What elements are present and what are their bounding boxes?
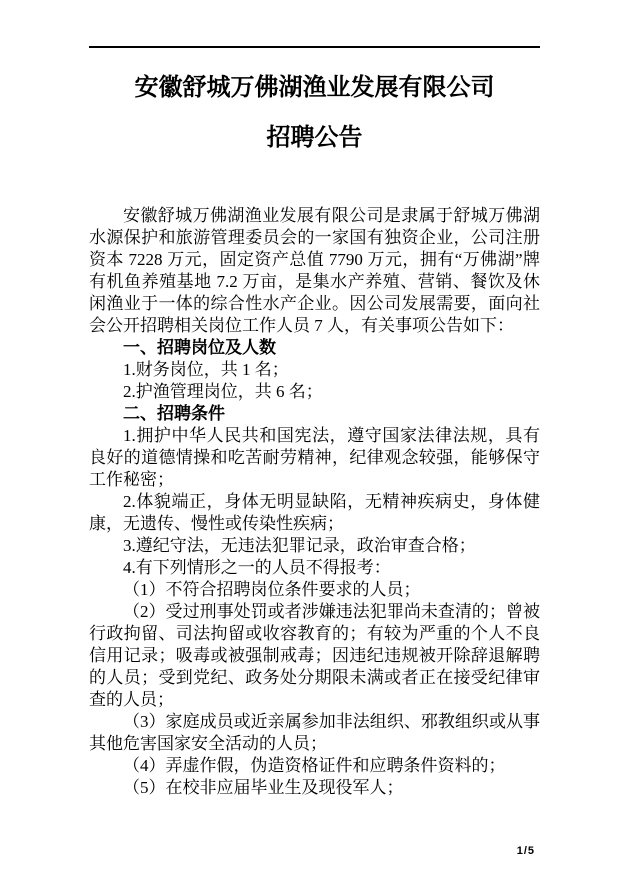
section-2-heading: 二、招聘条件	[123, 404, 225, 423]
position-item-2: 2.护渔管理岗位，共 6 名；	[123, 382, 323, 401]
header-rule	[89, 46, 540, 48]
document-body	[89, 205, 540, 799]
disqualification-item-5: （5）在校非应届毕业生及现役军人；	[123, 778, 404, 797]
condition-item-1: 1.拥护中华人民共和国宪法，遵守国家法律法规，具有良好的道德情操和吃苦耐劳精神，纪律观念较强，能够保守工作秘密；	[89, 426, 540, 489]
disqualification-item-1: （1）不符合招聘岗位条件要求的人员；	[123, 580, 421, 599]
condition-item-2: 2.体貌端正，身体无明显缺陷，无精神疾病史，身体健康，无遗传、慢性或传染性疾病；	[89, 492, 540, 533]
document-subtitle: 招聘公告	[266, 125, 363, 151]
condition-item-4: 4.有下列情形之一的人员不得报考：	[123, 558, 391, 577]
condition-item-3: 3.遵纪守法，无违法犯罪记录，政治审查合格；	[123, 536, 476, 555]
page-number: 1/5	[516, 845, 535, 857]
disqualification-item-4: （4）弄虚作假，伪造资格证件和应聘条件资料的；	[123, 756, 506, 775]
intro-paragraph: 安徽舒城万佛湖渔业发展有限公司是隶属于舒城万佛湖水源保护和旅游管理委员会的一家国有独资企业，公司注册资本 7228 万元，固定资产总值 7790 万元，拥有“万佛湖”牌有机鱼养殖基地 7.2 万亩，是集水产养殖、营销、餐饮及休闲渔业于一体的综合性水产企业。因公司发展需要，面向社会公开招聘相关岗位工作人员 7 人，有关事项公告如下：	[89, 206, 540, 335]
position-item-1: 1.财务岗位，共 1 名；	[123, 360, 289, 379]
disqualification-item-2: （2）受过刑事处罚或者涉嫌违法犯罪尚未查清的；曾被行政拘留、司法拘留或收容教育的；有较为严重的个人不良信用记录；吸毒或被强制戒毒；因违纪违规被开除辞退解聘的人员；受到党纪、政务处分期限未满或者正在接受纪律审查的人员；	[89, 602, 540, 709]
section-1-heading: 一、招聘岗位及人数	[123, 338, 276, 357]
document-title: 安徽舒城万佛湖渔业发展有限公司	[134, 75, 495, 101]
disqualification-item-3: （3）家庭成员或近亲属参加非法组织、邪教组织或从事其他危害国家安全活动的人员；	[89, 712, 540, 753]
